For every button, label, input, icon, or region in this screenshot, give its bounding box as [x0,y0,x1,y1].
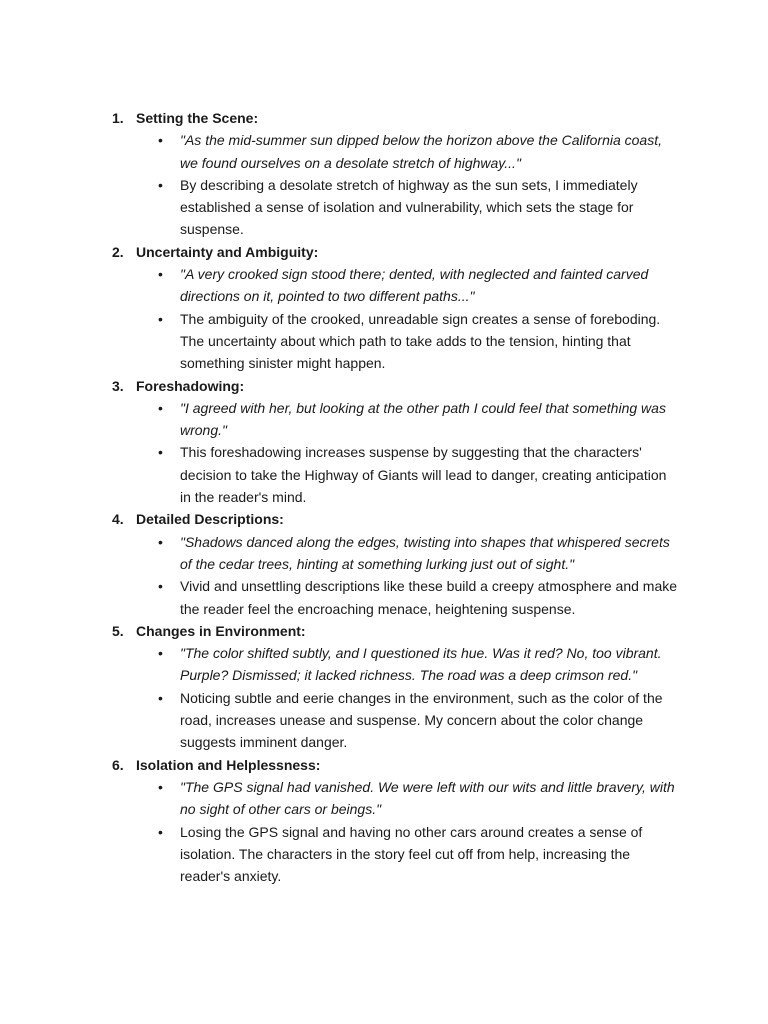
section-number: 6. [112,756,124,773]
quote-bullet [112,263,692,308]
section-isolation-and-helplessness [112,754,692,888]
section-detailed-descriptions [112,508,692,619]
analysis-bullet [112,174,692,241]
section-number: 1. [112,110,124,126]
section-heading-row [112,620,692,642]
analysis-text: By describing a desolate stretch of highway as the sun sets, I immediately established a sense of isolation and vulnerability, which sets the stage for suspense. [180,176,638,238]
analysis-bullet [112,575,692,620]
section-number: 2. [112,243,124,260]
section-heading-row [112,107,692,129]
bullet-icon: • [158,399,163,416]
bullet-list [112,129,692,240]
bullet-icon: • [158,176,163,193]
quote-text: "Shadows danced along the edges, twisting into shapes that whispered secrets of the cedar trees, hinting at something lurking just out of sight." [180,533,670,572]
analysis-text: This foreshadowing increases suspense by suggesting that the characters' decision to take the Highway of Giants will lead to danger, creating anticipation in the reader's mind. [180,444,667,506]
section-heading-row [112,375,692,397]
quote-text: "The color shifted subtly, and I questioned its hue. Was it red? No, too vibrant. Purple? Dismissed; it lacked richness. The road was a deep crimson red." [180,645,662,684]
bullet-icon: • [158,778,163,795]
analysis-text: Losing the GPS signal and having no other cars around creates a sense of isolation. The characters in the story feel cut off from help, increasing the reader's anxiety. [180,823,643,885]
bullet-list [112,642,692,753]
section-heading: Detailed Descriptions: [136,511,284,528]
bullet-list [112,263,692,374]
section-heading: Changes in Environment: [136,622,306,639]
analysis-bullet [112,821,692,888]
section-heading-row [112,508,692,530]
bullet-icon: • [158,689,163,706]
quote-bullet [112,397,692,442]
quote-bullet [112,129,692,174]
section-changes-in-environment [112,620,692,754]
bullet-list [112,397,692,508]
analysis-bullet [112,308,692,375]
section-heading: Uncertainty and Ambiguity: [136,243,319,260]
analysis-bullet [112,687,692,754]
section-number: 3. [112,377,124,394]
quote-text: "I agreed with her, but looking at the other path I could feel that something was wrong." [180,399,666,439]
suspense-techniques-list [112,107,692,887]
analysis-text: The ambiguity of the crooked, unreadable sign creates a sense of foreboding. The uncertainty about which path to take adds to the tension, hinting that something sinister might happen. [180,310,661,372]
section-heading-row [112,241,692,263]
bullet-icon: • [158,645,163,662]
bullet-list [112,531,692,620]
bullet-icon: • [158,823,163,840]
section-heading: Foreshadowing: [136,377,245,394]
section-foreshadowing [112,375,692,509]
quote-bullet [112,531,692,576]
quote-text: "A very crooked sign stood there; dented, with neglected and fainted carved directions on it, pointed to two different paths..." [180,266,649,305]
quote-bullet [112,776,692,821]
analysis-text: Noticing subtle and eerie changes in the environment, such as the color of the road, increases unease and suspense. My concern about the color change suggests imminent danger. [180,689,663,751]
quote-text: "As the mid-summer sun dipped below the horizon above the California coast, we found ourselves on a desolate stretch of highway..." [180,132,663,171]
bullet-icon: • [158,310,163,327]
section-heading-row [112,754,692,776]
section-heading: Isolation and Helplessness: [136,756,321,773]
bullet-icon: • [158,266,163,283]
section-setting-the-scene [112,107,692,241]
section-number: 5. [112,622,124,639]
section-uncertainty-and-ambiguity [112,241,692,375]
bullet-icon: • [158,578,163,595]
analysis-text: Vivid and unsettling descriptions like these build a creepy atmosphere and make the reader feel the encroaching menace, heightening suspense. [180,578,678,617]
analysis-bullet [112,441,692,508]
quote-bullet [112,642,692,687]
quote-text: "The GPS signal had vanished. We were left with our wits and little bravery, with no sight of other cars or beings." [180,778,675,818]
bullet-icon: • [158,444,163,461]
bullet-icon: • [158,533,163,550]
section-heading: Setting the Scene: [136,110,259,126]
bullet-icon: • [158,132,163,149]
section-number: 4. [112,511,124,528]
bullet-list [112,776,692,887]
